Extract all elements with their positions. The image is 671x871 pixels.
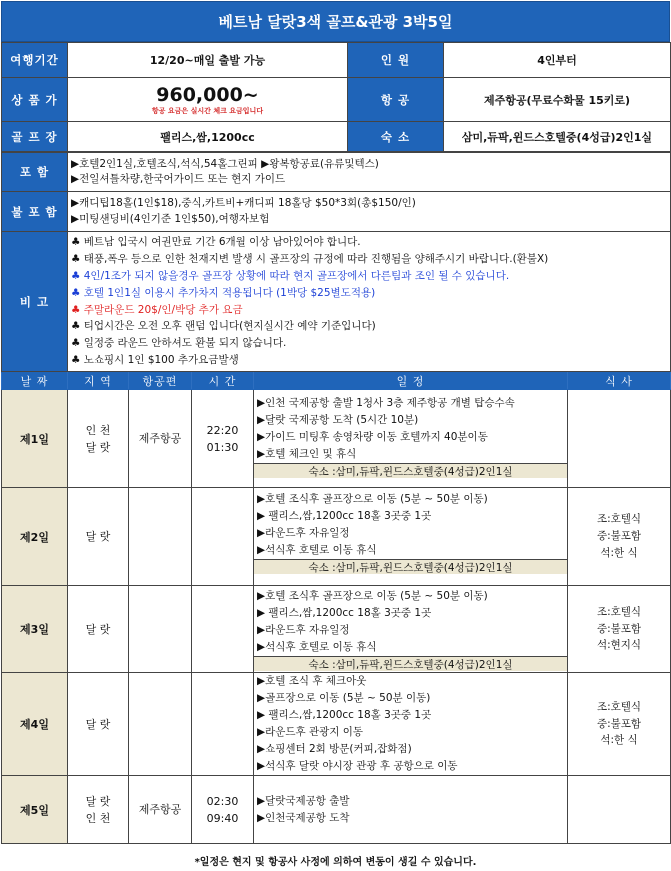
itinerary-item: ▶달랏 국제공항 도착 (5시간 10분)	[257, 413, 419, 426]
day-time	[192, 586, 254, 673]
price-value: 960,000~	[156, 83, 259, 106]
included-line: ▶호텔2인1실,호텔조식,석식,54홀그린피 ▶왕복항공료(유류및텍스)	[71, 157, 379, 170]
period-label: 여행기간	[2, 43, 68, 78]
tour-sheet	[1, 1, 670, 844]
region-line: 인 천	[85, 423, 111, 437]
footer-note: *일정은 현지 및 항공사 사정에 의하여 변동이 생길 수 있습니다.	[194, 857, 477, 868]
excluded-label: 불 포 함	[2, 192, 68, 232]
included-label: 포 함	[2, 153, 68, 192]
itinerary-item: ▶호텔 체크인 및 휴식	[257, 447, 357, 460]
day-region	[68, 390, 129, 488]
itinerary-item: ▶ 팰리스,쌈,1200cc 18홀 3곳중 1곳	[257, 606, 432, 619]
airline-value: 제주항공(무료수화물 15키로)	[444, 78, 671, 122]
col-itinerary: 일 정	[254, 373, 568, 390]
day-label: 제1일	[2, 390, 68, 488]
airline-label: 항 공	[348, 78, 444, 122]
itinerary-item: ▶골프장으로 이동 (5분 ~ 50분 이동)	[257, 691, 431, 704]
hotel-label: 숙 소	[348, 122, 444, 152]
remarks-list	[68, 232, 671, 372]
time-line: 02:30	[206, 794, 239, 808]
day-time	[192, 673, 254, 776]
itinerary-item: ▶ 팰리스,쌈,1200cc 18홀 3곳중 1곳	[257, 708, 432, 721]
day-flight	[129, 586, 192, 673]
day-itinerary	[254, 488, 568, 586]
people-value: 4인부터	[444, 43, 671, 78]
remark-line: ♣ 티업시간은 오전 오후 랜덤 입니다(현지실시간 예약 기준입니다)	[71, 320, 376, 333]
day-meals	[568, 673, 671, 776]
itinerary-item: ▶가이드 미팅후 송영차량 이동 호텔까지 40분이동	[257, 430, 488, 443]
itinerary-item: ▶호텔 조식후 골프장으로 이동 (5분 ~ 50분 이동)	[257, 493, 488, 505]
meal-line: 중:불포함	[596, 530, 642, 543]
col-flight: 항공편	[129, 373, 192, 390]
schedule-table	[1, 372, 671, 844]
itinerary-item: ▶쇼핑센터 2회 방문(커피,잡화점)	[257, 742, 412, 755]
day-meals	[568, 390, 671, 488]
day-region	[68, 776, 129, 844]
meal-line: 중:불포함	[596, 717, 642, 730]
day-flight	[129, 673, 192, 776]
itinerary-item: ▶라운드후 자유일정	[257, 623, 350, 636]
price-cell	[68, 78, 348, 122]
remark-line: ♣ 일정중 라운드 안하셔도 환불 되지 않습니다.	[71, 337, 287, 350]
info-table	[1, 42, 671, 152]
remark-line: ♣ 호텔 1인1실 이용시 추가차지 적용됩니다 (1박당 $25별도적용)	[71, 286, 376, 299]
day-row	[2, 488, 671, 586]
day-region: 달 랏	[68, 673, 129, 776]
meal-line: 석:한 식	[600, 734, 638, 747]
excluded-list	[68, 192, 671, 232]
col-region: 지 역	[68, 373, 129, 390]
golf-label: 골 프 장	[2, 122, 68, 152]
remark-line: ♣ 베트남 입국시 여권만료 기간 6개월 이상 남아있어야 합니다.	[71, 235, 361, 248]
day-row	[2, 586, 671, 673]
excluded-line: ▶캐디팁18홀(1인$18),중식,카트비+캐디피 18홀당 $50*3회(총$150/인)	[71, 197, 416, 210]
itinerary-item: ▶달랏국제공항 출발	[257, 794, 350, 807]
excluded-line: ▶미팅샌딩비(4인기준 1인$50),여행자보험	[71, 212, 270, 225]
day-itinerary	[254, 586, 568, 673]
included-list	[68, 153, 671, 192]
itinerary-item: ▶라운드후 자유일정	[257, 526, 350, 539]
remark-line: ♣ 4인/1조가 되지 않을경우 골프장 상황에 따라 현지 골프장에서 다른팀과 조인 될 수 있습니다.	[71, 269, 510, 282]
remarks-label: 비 고	[2, 232, 68, 372]
remark-line: ♣ 주말라운드 20$/인/박당 추가 요금	[71, 303, 243, 316]
time-line: 22:20	[206, 423, 239, 437]
itinerary-item: ▶인천국제공항 도착	[257, 811, 350, 824]
price-label: 상 품 가	[2, 78, 68, 122]
meal-line: 조:호텔식	[596, 513, 642, 526]
day-hotel: 숙소 :삼미,듀팍,윈드스호텔중(4성급)2인1실	[254, 656, 567, 671]
page-title: 베트남 달랏3색 골프&관광 3박5일	[1, 1, 670, 42]
day-itinerary	[254, 776, 568, 844]
itinerary-item: ▶석식후 호텔로 이동 휴식	[257, 640, 377, 653]
day-region: 달 랏	[68, 586, 129, 673]
day-itinerary	[254, 390, 568, 488]
day-flight	[129, 488, 192, 586]
hotel-value: 삼미,듀팍,윈드스호텔중(4성급)2인1실	[444, 122, 671, 152]
day-hotel: 숙소 :삼미,듀팍,윈드스호텔중(4성급)2인1실	[254, 559, 567, 574]
period-value: 12/20~매일 출발 가능	[68, 43, 348, 78]
day-time	[192, 390, 254, 488]
remark-line: ♣ 태풍,폭우 등으로 인한 천재지변 발생 시 골프장의 규정에 따라 진행됨을 양해주시기 바랍니다.(환불X)	[71, 252, 549, 265]
col-meals: 식 사	[568, 373, 671, 390]
day-time	[192, 776, 254, 844]
meal-line: 석:현지식	[596, 639, 642, 652]
itinerary-item: ▶석식후 달랏 야시장 관광 후 공항으로 이동	[257, 759, 458, 772]
itinerary-item: ▶인천 국제공항 출발 1청사 3층 제주항공 개별 탑승수속	[257, 397, 515, 409]
meal-line: 중:불포함	[596, 622, 642, 635]
people-label: 인 원	[348, 43, 444, 78]
day-hotel: 숙소 :삼미,듀팍,윈드스호텔중(4성급)2인1실	[254, 463, 567, 478]
included-line: ▶전일셔틀차량,한국어가이드 또는 현지 가이드	[71, 173, 286, 185]
day-row	[2, 673, 671, 776]
price-note: 항공 요금은 실시간 체크 요금입니다	[151, 106, 264, 115]
day-itinerary	[254, 673, 568, 776]
itinerary-item: ▶호텔 조식후 골프장으로 이동 (5분 ~ 50분 이동)	[257, 590, 488, 602]
meal-line: 조:호텔식	[596, 605, 642, 618]
time-line: 09:40	[206, 811, 239, 825]
golf-value: 팰리스,쌈,1200cc	[68, 122, 348, 152]
day-flight: 제주항공	[129, 390, 192, 488]
day-label: 제4일	[2, 673, 68, 776]
terms-table	[1, 152, 671, 372]
day-label: 제2일	[2, 488, 68, 586]
itinerary-item: ▶라운드후 관광지 이동	[257, 725, 364, 738]
meal-line: 조:호텔식	[596, 700, 642, 713]
region-line: 인 천	[85, 811, 111, 825]
day-meals	[568, 488, 671, 586]
meal-line: 석:한 식	[600, 546, 638, 559]
remark-line: ♣ 노쇼핑시 1인 $100 추가요금발생	[71, 354, 239, 367]
day-meals	[568, 776, 671, 844]
day-region: 달 랏	[68, 488, 129, 586]
day-row	[2, 390, 671, 488]
day-row	[2, 776, 671, 844]
itinerary-item: ▶석식후 호텔로 이동 휴식	[257, 543, 377, 556]
time-line: 01:30	[206, 440, 239, 454]
region-line: 달 랏	[85, 440, 111, 454]
day-label: 제3일	[2, 586, 68, 673]
col-date: 날 짜	[2, 373, 68, 390]
itinerary-item: ▶ 팰리스,쌈,1200cc 18홀 3곳중 1곳	[257, 509, 432, 522]
col-time: 시 간	[192, 373, 254, 390]
region-line: 달 랏	[85, 794, 111, 808]
day-label: 제5일	[2, 776, 68, 844]
itinerary-item: ▶호텔 조식 후 체크아웃	[257, 675, 367, 687]
day-flight: 제주항공	[129, 776, 192, 844]
day-meals	[568, 586, 671, 673]
day-time	[192, 488, 254, 586]
